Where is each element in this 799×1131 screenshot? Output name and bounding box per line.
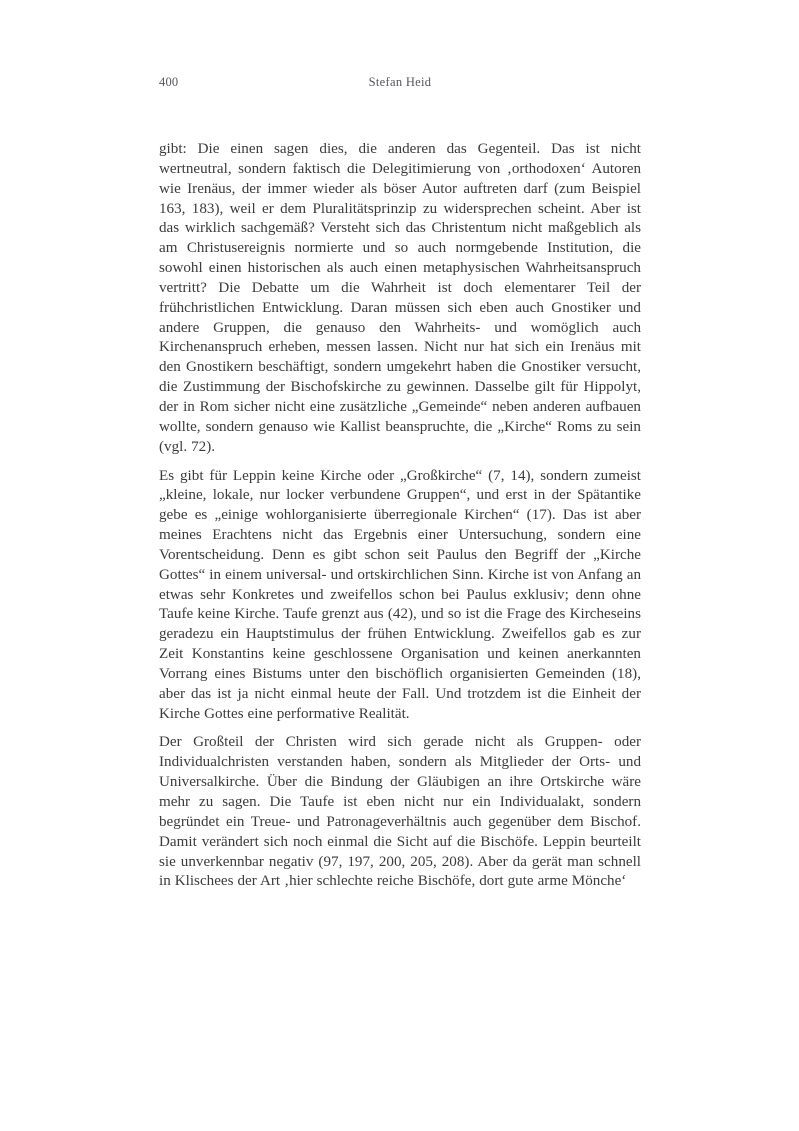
page-number: 400: [159, 75, 179, 89]
body-text-block: [159, 140, 641, 892]
running-head-title: Stefan Heid: [368, 75, 432, 89]
paragraph: Der Großteil der Christen wird sich gerade nicht als Gruppen- oder Individualchristen verstanden haben, sondern als Mitglieder der Orts- und Universalkirche. Über die Bindung der Gläubigen an ihre Ortskirche wäre mehr zu sagen. Die Taufe ist eben nicht nur ein Individualakt, sondern begründet ein Treue- und Patronageverhältnis auch gegenüber dem Bischof. Damit verändert sich noch einmal die Sicht auf die Bischöfe. Leppin beurteilt sie unverkennbar negativ (97, 197, 200, 205, 208). Aber da gerät man schnell in Klischees der Art ‚hier schlechte reiche Bischöfe, dort gute arme Mönche‘: [159, 734, 641, 890]
paragraph: gibt: Die einen sagen dies, die anderen das Gegenteil. Das ist nicht wertneutral, sondern faktisch die Delegitimierung von ‚orthodoxen‘ Autoren wie Irenäus, der immer wieder als böser Autor auftreten darf (zum Beispiel 163, 183), weil er dem Pluralitätsprinzip zu widersprechen scheint. Aber ist das wirklich sachgemäß? Versteht sich das Christentum nicht maßgeblich als am Christusereignis normierte und so auch normgebende Institution, die sowohl einen historischen als auch einen metaphysischen Wahrheitsanspruch vertritt? Die Debatte um die Wahrheit ist doch elementarer Teil der frühchristlichen Entwicklung. Daran müssen sich eben auch Gnostiker und andere Gruppen, die genauso den Wahrheits- und womöglich auch Kirchenanspruch erheben, messen lassen. Nicht nur hat sich ein Irenäus mit den Gnostikern beschäftigt, sondern umgekehrt haben die Gnostiker versucht, die Zustimmung der Bischofskirche zu gewinnen. Dasselbe gilt für Hippolyt, der in Rom sicher nicht eine zusätzliche „Gemeinde“ neben anderen aufbauen wollte, sondern genauso wie Kallist beanspruchte, die „Kirche“ Roms zu sein (vgl. 72).: [159, 141, 641, 455]
paragraph: Es gibt für Leppin keine Kirche oder „Großkirche“ (7, 14), sondern zumeist „kleine, lokale, nur locker verbundene Gruppen“, und erst in der Spätantike gebe es „einige wohlorganisierte überregionale Kirchen“ (17). Das ist aber meines Erachtens nicht das Ergebnis einer Untersuchung, sondern eine Vorentscheidung. Denn es gibt schon seit Paulus den Begriff der „Kirche Gottes“ in einem universal- und ortskirchlichen Sinn. Kirche ist von Anfang an etwas sehr Konkretes und zweifellos schon bei Paulus exklusiv; denn ohne Taufe keine Kirche. Taufe grenzt aus (42), und so ist die Frage des Kircheseins geradezu ein Hauptstimulus der frühen Entwicklung. Zweifellos gab es zur Zeit Konstantins keine geschlossene Organisation und keinen anerkannten Vorrang eines Bistums unter den bischöflich organisierten Gemeinden (18), aber das ist ja nicht einmal heute der Fall. Und trotzdem ist die Einheit der Kirche Gottes eine performative Realität.: [159, 467, 641, 722]
running-head: [159, 72, 641, 92]
